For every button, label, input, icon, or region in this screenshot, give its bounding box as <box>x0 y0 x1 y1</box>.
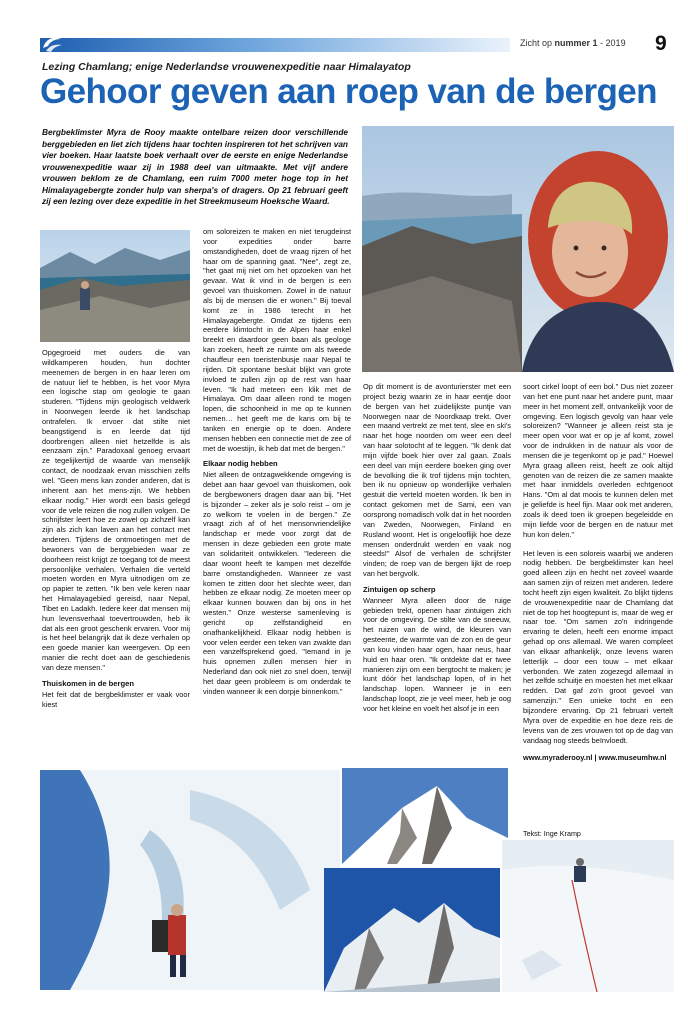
article-intro: Bergbeklimster Myra de Rooy maakte ontelbare reizen door verschillende berggebieden en liet zich tijdens haar tochten inspireren tot het schrijven van vier boeken. Haar laatste boek verhaalt over de eerste en enige Nederlandse vrouwenexpeditie waar zij in 1988 deel van uitmaakte. Met vijf andere vrouwen beklom ze de Chamlang, een ruim 7000 meter hoge top in het Himalayagebergte zonder hulp van sherpa's of dragers. Op 21 februari geeft zij een lezing over deze expeditie in het Streekmuseum Hoeksche Waard. <box>42 127 348 206</box>
issue-separator: - <box>597 38 606 48</box>
issue-label: nummer 1 <box>554 38 598 48</box>
column-3-paragraph-1: Op dit moment is de avonturierster met een project bezig waarin ze in haar eentje door de bergen van het zuidelijkste puntje van Noorwegen naar de Noordkaap trekt. Over een maand vertrekt ze met tent, slee en ski's naar het hoge noorden om weer een deel van haar solotocht af te leggen. "Ik denk dat mijn vijfde boek hier over zal gaan. Zoals een deel van mijn eerdere boeken ging over de bevolking die ik trof tijdens mijn tochten, ben ik nu opnieuw op wonderlijke verhalen gestuit die verteld moeten worden. Ik ben in contact gekomen met de Sami, een van oorsprong nomadisch volk dat in het noorden van Zweden, Noorwegen, Finland en Rusland woont. Het is ongelooflijk hoe deze mensen onderdrukt werden en vaak nog steeds!" Alsof de verhalen de schrijfster vinden; de roep van de bergen lijkt de roep van het bergvolk. <box>363 382 511 579</box>
photo-mountain-panorama <box>324 868 500 992</box>
photo-ice-climber <box>40 770 340 990</box>
wave-logo-icon <box>40 34 64 54</box>
photo-portrait-myra <box>362 126 674 372</box>
article-column-2 <box>203 227 351 697</box>
subheading-thuiskomen: Thuiskomen in de bergen <box>42 678 134 688</box>
article-kicker: Lezing Chamlang; enige Nederlandse vrouwenexpeditie naar Himalayatop <box>42 61 411 73</box>
column-3-paragraph-2: Wanneer Myra alleen door de ruige gebieden trekt, openen haar zintuigen zich voor de omgeving. De stilte van de sneeuw, het ruizen van de wind, de kleuren van gesteente, de warmte van de zon en de geur van kou vinden haar ogen, haar neus, haar huid en haar oren. "Ik ontdekte dat er twee manieren zijn om een bergtocht te maken; je kunt dóór het landschap lopen, of in het landschap lopen. Wanneer je in een landschap loopt, zie je veel meer, heb je oog voor het kleine en voelt het alsof je in een <box>363 595 511 713</box>
author-credit: Tekst: Inge Kramp <box>523 829 581 838</box>
column-2-paragraph-2: Niet alleen de ontzagwekkende omgeving is debet aan haar gevoel van thuiskomen, ook de bergbewoners dragen daar aan bij. "Het is bijzonder – zeker als je solo reist – om je zo welkom te voelen in de bergen." Ze vraagt zich af of het mensonvriendelijke landschap er mede voor zorgt dat de mensen in deze gebieden een grote mate van solidariteit ontwikkelen. "Iedereen die daar woont heeft te kampen met dezelfde barre omstandigheden. Wanneer ze vast komen te zitten door het slechte weer, dan hebben ze elkaar nodig. Ze moeten meer op elkaar kunnen bouwen dan bij ons in het westen." Onze westerse samenleving is gericht op zelfstandigheid en onafhankelijkheid. Elkaar nodig hebben is voor velen eerder een teken van zwakte dan een vanzelfsprekend goed. "Iemand in je huis opnemen zullen mensen hier in Nederland dan ook niet zo snel doen, terwijl het daar geen probleem is om onderdak te vinden wanneer ik een dorpje binnenkom." <box>203 470 351 696</box>
column-4-paragraph-1: soort cirkel loopt of een bol." Dus niet zozeer van het ene punt naar het andere punt, maar meer in het moment zelf, ontvankelijk voor de omgeving. Een logisch gevolg van haar vele soloreizen? "Wanneer je alleen reist sta je meer open voor wat er op je af komt, zowel voor de indrukken in de natuur als voor de mensen die je tegenkomt op je pad." Hoewel Myra graag alleen reist, heeft ze ook altijd genoten van de reizen die ze samen maakte met haar inmiddels overleden echtgenoot Hans. "Om al dat moois te kunnen delen met je geliefde is heel fijn. Maar ook met anderen, zoals ik deed toen ik groepen begeleidde en mijn liefde voor de bergen en de natuur met hun kon delen." <box>523 382 673 539</box>
article-column-3 <box>363 382 511 714</box>
website-links: www.myraderooy.nl | www.museumhw.nl <box>523 753 667 763</box>
column-2-paragraph-1: om soloreizen te maken en niet terugdeinst voor expedities onder barre omstandigheden, doet de vraag rijzen of het haar om de spanning gaat. "Nee", zegt ze, "het gaat mij niet om het opzoeken van het gevaar. Wat ik vind in de bergen is een gevoel van thuiskomen. Zowel in de natuur als bij de mensen die er wonen." Bij toeval komt ze in 1986 terecht in het Himalayagebergte. Omdat ze tijdens een eerdere klimtocht in de Alpen haar enkel breekt en daardoor geen baan als geologe kan zoeken, heeft ze ruimte om als tweede chauffeur een toeristenbusje naar Nepal te rijden. Dit spontane besluit blijkt van grote invloed te zullen zijn op de rest van haar leven. "Ik had meteen een klik met de Himalaya. Om daar alleen rond te mogen lopen, die schoonheid in me op te kunnen nemen… het geeft me de kans om bij te tanken en energie op te doen. Andere mensen hebben een connectie met de zee of met de woestijn, ik heb dat met de bergen." <box>203 227 351 453</box>
magazine-name: Zicht op <box>520 38 553 48</box>
subheading-elkaar-nodig: Elkaar nodig hebben <box>203 459 278 469</box>
article-headline: Gehoor geven aan roep van de bergen <box>40 72 657 111</box>
column-4-paragraph-2: Het leven is een soloreis waarbij we anderen nodig hebben. De bergbeklimster kan heel goed alleen zijn en hecht net zoveel waarde aan samen zijn of reizen met anderen. Iedere tocht heeft zijn eigen kwaliteit. Zo blijkt tijdens de vrouwenexpeditie naar de Chamlang dat niet de top het hoogtepunt is, maar de weg er naar toe. "Om samen zo'n indringende ervaring te delen, heeft een enorme impact gehad op ons allemaal. We waren compleet van elkaar afhankelijk, onze levens waren letterlijk – door een touw – met elkaar verbonden. We zaten zogezegd allemaal in het zelfde schuitje en moesten het met elkaar redden. Dat gaf zo'n groot gevoel van samenzijn." Een unieke tocht en een bijzondere ervaring. Op 21 februari vertelt Myra over de expeditie en hoe deze reis de levens van de zes vrouwen tot op de dag van vandaag nog steeds beïnvloedt. <box>523 548 673 745</box>
article-column-4 <box>523 382 673 763</box>
page-number: 9 <box>655 32 667 55</box>
issue-info <box>520 38 626 48</box>
subheading-zintuigen: Zintuigen op scherp <box>363 584 436 594</box>
column-1-paragraph-2: Het feit dat de bergbeklimster er vaak voor kiest <box>42 689 190 709</box>
header-bar <box>40 38 510 52</box>
photo-snow-climber <box>502 840 674 992</box>
photo-mountain-peak <box>342 768 508 864</box>
article-column-1 <box>42 348 190 709</box>
column-1-paragraph-1: Opgegroeid met ouders die van wildkamperen houden, hun dochter meenemen de bergen in en haar leren om de natuur lief te hebben, is het voor Myra een logische stap om geologie te gaan studeren. "Tijdens mijn geologisch veldwerk in Noorwegen leerde ik het landschap ontrafelen. Ik ervoer dat stilte niet beangstigend is en leerde dat tijd doorbrengen alleen niet hetzelfde is als eenzaam zijn." Paradoxaal genoeg ervaart ze tegelijkertijd de waarde van menselijk contact, de noodzaak ervan misschien zelfs wel. "Geen mens kan zonder anderen, dat is inherent aan het mens-zijn. We hebben elkaar nodig." Hier wordt een basis gelegd voor de vele reizen die nog zullen volgen. De schrijfster leert hoe ze zowel op zichzelf kan zijn als zich kan laven aan het contact met anderen. Tijdens de ontmoetingen met de bewoners van de berggebieden waar ze doorheen reist krijgt ze toegang tot de meest persoonlijke verhalen. Verhalen die verteld moeten worden en Myra uitnodigen om ze op papier te zetten. "Ik ben vele keren naar het Himalayagebied gereisd, naar Nepal, Tibet en Ladakh. Iedere keer dat mensen mij hun levensverhaal toevertrouwden, heb ik dat als een groot geschenk ervaren. Voor mij is het heel belangrijk dat ik deze verhalen op een goede manier kan weergeven. Op een manier die recht doet aan de geschiedenis van deze mensen." <box>42 348 190 672</box>
issue-year: 2019 <box>605 38 626 48</box>
photo-hiker-ridge <box>40 230 190 342</box>
